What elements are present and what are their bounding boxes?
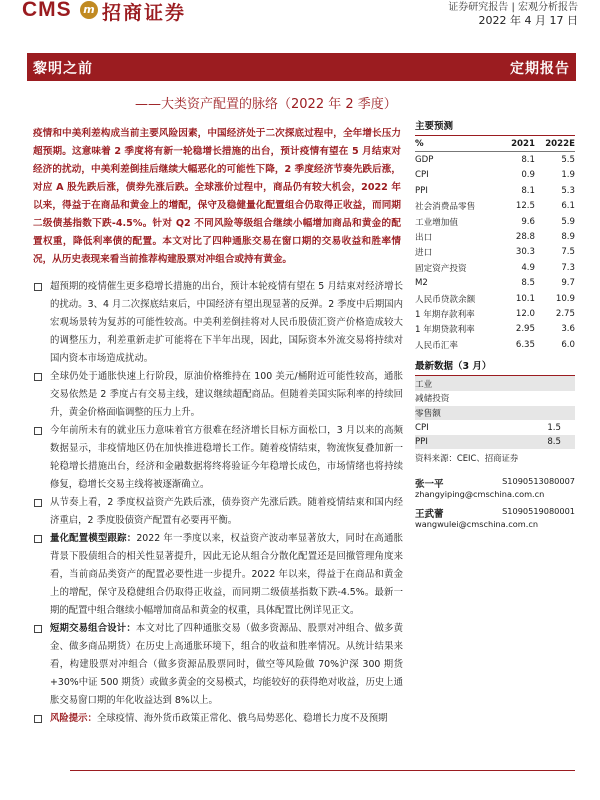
latest-data-value — [504, 391, 575, 406]
forecast-cell: 10.9 — [555, 293, 575, 304]
bullet-lead: 风险提示： — [50, 713, 97, 724]
forecast-header-cell: 2022E — [535, 136, 575, 152]
forecast-cell: 8.1 — [521, 155, 535, 166]
forecast-cell: 30.3 — [515, 247, 535, 258]
forecast-cell: 9.6 — [521, 216, 535, 227]
analyst-name: 张一平 — [415, 479, 444, 490]
forecast-cell: 8.1 — [521, 185, 535, 196]
latest-data-label: 减储投资 — [415, 394, 450, 405]
analyst-row — [415, 476, 575, 489]
summary-paragraph: 疫情和中美利差构成当前主要风险因素，中国经济处于二次探底过程中，全年增长压力超预期。这意味着 2 季度将有新一轮稳增长措施的出台，预计疫情有望在 5 月结束对经济的扰动，中美利差倒挂后继续大幅恶化的可能性下降，2 季度经济节奏先跌后涨，对应 A 股先跌后涨，债券先涨后跌。全球涨价过程中，商品仍有较大机会，2022 年以来，得益于在商品和黄金上的增配，保守及稳健量化配置组合仍取得正收益，而同期二级债基指数下跌-4.5%。针对 Q2 不同风险等级组合继续小幅增加商品和黄金的配置权重，降低利率债的配置。本文对比了四种通胀交易在窗口期的交易收益和胜率情况，从历史表现来看当前推荐构建股票对冲组合或持有黄金。 — [33, 128, 401, 265]
latest-data-row — [415, 406, 575, 421]
forecast-cell: 7.5 — [561, 247, 575, 258]
forecast-cell: 固定资产投资 — [415, 263, 467, 274]
bullet-text: 今年前所未有的就业压力意味着官方很难在经济增长目标方面松口，3 月以来的高频数据显示，非疫情地区仍在加快推进稳增长工作。随着疫情结束，物流恢复叠加新一轮稳增长措施出台，经济和金融数据将终将验证今年稳增长成色，市场情绪也将持续修复，稳增长交易主线将被逐渐确立。 — [50, 425, 403, 490]
forecast-cell: 工业增加值 — [415, 217, 458, 228]
latest-data-label: PPI — [415, 435, 504, 450]
bullet-item — [33, 530, 403, 620]
bullet-text: 2022 年一季度以来，权益资产波动率显著放大，同时在高通胀背景下股债组合的相关性显著提升，因此无论从组合分散化配置还是回撤管理角度来看，当前商品类资产的配置必要性进一步提升。2022 年以来，得益于在商品和黄金上的增配，保守及稳健组合仍取得正收益，而同期二级债基指数下跌-4.5%。最新一期的配置中组合继续小幅增加商品和黄金的权重，具体配置比例详见正文。 — [50, 533, 403, 616]
forecast-row — [415, 337, 575, 352]
forecast-cell: 6.35 — [515, 339, 535, 350]
cms-logo-text: CMS — [22, 0, 72, 21]
title-bar — [27, 53, 576, 81]
latest-data-value: 8.5 — [504, 435, 575, 450]
forecast-cell: 3.6 — [561, 324, 575, 335]
analyst-list — [415, 476, 575, 536]
bullet-item — [33, 494, 403, 530]
bullet-item — [33, 620, 403, 710]
latest-data-row — [415, 376, 575, 391]
forecast-cell: 社会消费品零售 — [415, 202, 476, 213]
forecast-row — [415, 229, 575, 244]
forecast-row — [415, 306, 575, 321]
forecast-header-cell: 2021 — [501, 136, 535, 152]
forecast-cell: 5.3 — [561, 185, 575, 196]
bullet-item — [33, 710, 403, 728]
forecast-cell: 2.95 — [515, 324, 535, 335]
analyst-id: S1090519080001 — [502, 506, 575, 516]
latest-data-value: 1.5 — [547, 422, 561, 433]
analyst-id: S1090513080007 — [502, 476, 575, 486]
forecast-cell: 1.9 — [561, 170, 575, 181]
bullet-item — [33, 422, 403, 494]
forecast-cell: 7.3 — [561, 262, 575, 273]
footer-divider — [70, 770, 575, 771]
bullet-text: 全球仍处于通胀快速上行阶段，原油价格维持在 100 美元/桶附近可能性较高，通胀交易依然是 2 季度占有交易主线，建议继续超配商品。但随着美国实际利率的持续回升，黄金价格面临调整的压力上升。 — [50, 371, 403, 418]
latest-data-row — [415, 420, 575, 435]
forecast-cell: 1 年期贷款利率 — [415, 325, 475, 336]
forecast-row — [415, 245, 575, 260]
cms-logo-chinese: 招商证券 — [102, 2, 187, 24]
forecast-cell: CPI — [415, 170, 429, 181]
forecast-cell: 1 年期存款利率 — [415, 309, 475, 320]
bullet-lead: 量化配置模型跟踪： — [50, 533, 137, 544]
bullet-list — [33, 278, 403, 728]
forecast-cell: 6.1 — [561, 201, 575, 212]
forecast-cell: 12.0 — [515, 308, 535, 319]
bullet-text: 本文对比了四种通胀交易（做多资源品、股票对冲组合、做多黄金、做多商品期货）在历史上高通胀环境下，组合的收益和胜率情况。从统计结果来看，构建股票对冲组合（做多资源品股票同时，做空等风险做 70%沪深 300 期货+30%中证 500 期货）或做多黄金的交易模式，均能较好的获得绝对收益，历史上通胀交易窗口期的年化收益达到 8%以上。 — [50, 623, 403, 706]
report-header — [0, 0, 600, 40]
report-category: 定期报告 — [510, 61, 570, 77]
latest-data-label: 零售额 — [415, 406, 504, 421]
analyst-row — [415, 506, 575, 519]
forecast-header-row — [415, 136, 575, 152]
analyst-email[interactable]: zhangyiping@cmschina.com.cn — [415, 489, 545, 499]
forecast-row — [415, 152, 575, 168]
data-source: 资料来源：CEIC、招商证券 — [415, 453, 519, 464]
forecast-cell: M2 — [415, 278, 428, 289]
forecast-cell: 人民币汇率 — [415, 340, 458, 351]
forecast-cell: 出口 — [415, 233, 433, 244]
forecast-row — [415, 291, 575, 306]
forecast-cell: 进口 — [415, 248, 433, 259]
bullet-text: 从节奏上看，2 季度权益资产先跌后涨，债券资产先涨后跌。随着疫情结束和国内经济重启，2 季度股债资产配置有必要再平衡。 — [50, 497, 403, 526]
bullet-item — [33, 278, 403, 368]
latest-data-title: 最新数据（3 月） — [415, 358, 575, 376]
report-date: 2022 年 4 月 17 日 — [478, 14, 578, 27]
document-type: 证券研究报告 | 宏观分析报告 — [448, 2, 578, 13]
forecast-row — [415, 183, 575, 198]
forecast-row — [415, 260, 575, 275]
forecast-cell: 5.9 — [561, 216, 575, 227]
forecast-row — [415, 276, 575, 291]
cms-logo-mark-icon: m — [80, 1, 98, 19]
forecast-cell: GDP — [415, 155, 434, 166]
bullet-text: 超预期的疫情催生更多稳增长措施的出台，预计本轮疫情有望在 5 月结束对经济增长的扰动。3、4 月二次探底结束后，中国经济有望出现显著的反弹。2 季度中后期国内宏观场景转为复苏的可能性较高。中美利差倒挂将对人民币股债汇资产价格造成较大的调整压力，利差重新走扩可能将在下半年出现，因此，国际资本外流交易将持续对国内资本市场造成扰动。 — [50, 281, 403, 364]
forecast-row — [415, 199, 575, 214]
bullet-text: 全球疫情、海外货币政策正常化、俄乌局势恶化、稳增长力度不及预期 — [96, 713, 388, 724]
forecast-cell: 0.9 — [521, 170, 535, 181]
main-forecast-title: 主要预测 — [415, 118, 575, 136]
latest-data-row — [415, 391, 575, 406]
forecast-cell: 12.5 — [515, 201, 535, 212]
forecast-row — [415, 322, 575, 337]
latest-data-label: CPI — [415, 422, 429, 433]
forecast-cell: 28.8 — [515, 232, 535, 243]
bullet-lead: 短期交易组合设计： — [50, 623, 136, 634]
forecast-header-cell: % — [415, 136, 501, 152]
forecast-cell: 5.5 — [561, 155, 575, 166]
report-title: 黎明之前 — [33, 61, 93, 77]
analyst-email[interactable]: wangwulei@cmschina.com.cn — [415, 519, 539, 529]
main-forecast-table — [415, 136, 575, 352]
forecast-row — [415, 214, 575, 229]
sidebar — [415, 118, 575, 464]
latest-data-value — [504, 376, 575, 391]
forecast-cell: 2.75 — [555, 308, 575, 319]
latest-data-label: 工业 — [415, 376, 504, 391]
latest-data-value — [504, 406, 575, 421]
forecast-cell: 10.1 — [515, 293, 535, 304]
forecast-cell: 9.7 — [561, 278, 575, 289]
forecast-cell: 6.0 — [561, 339, 575, 350]
forecast-cell: 4.9 — [521, 262, 535, 273]
latest-data-table — [415, 376, 575, 449]
forecast-row — [415, 168, 575, 183]
bullet-item — [33, 368, 403, 422]
forecast-cell: PPI — [415, 185, 428, 196]
analyst-name: 王武蕾 — [415, 509, 444, 520]
forecast-cell: 8.9 — [561, 232, 575, 243]
report-subtitle: ——大类资产配置的脉络（2022 年 2 季度） — [135, 97, 397, 112]
forecast-cell: 8.5 — [521, 278, 535, 289]
latest-data-row — [415, 435, 575, 450]
forecast-cell: 人民币贷款余额 — [415, 294, 476, 305]
